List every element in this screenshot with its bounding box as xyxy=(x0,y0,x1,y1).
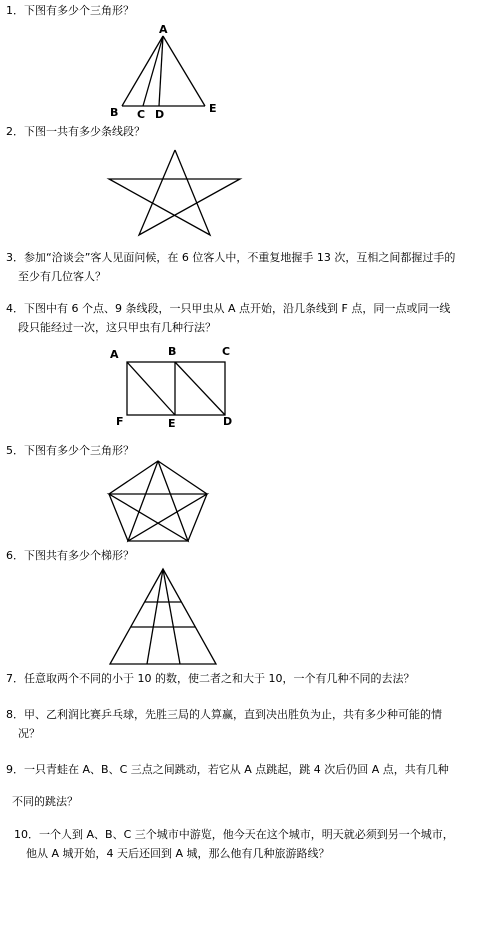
fig6-outline xyxy=(110,569,216,664)
figure-2-star xyxy=(0,145,482,245)
question-2 xyxy=(6,122,145,141)
fig4-label-b: B xyxy=(168,345,177,358)
question-4-line2: 段只能经过一次，这只甲虫有几种行法？ xyxy=(18,321,216,334)
fig2-pentagram xyxy=(109,150,240,235)
fig1-label-a: A xyxy=(159,23,168,36)
question-4 xyxy=(6,299,450,337)
figure-5-pentagon-star xyxy=(0,458,482,548)
question-3-line2: 至少有几位客人？ xyxy=(18,270,106,283)
question-7-text: 7．任意取两个不同的小于 10 的数，使二者之和大于 10，一个有几种不同的去法？ xyxy=(6,672,415,685)
figure-4-rectangle-grid xyxy=(0,343,482,433)
question-5-text: 5．下图有多少个三角形？ xyxy=(6,444,134,457)
fig1-label-b: B xyxy=(110,106,119,119)
fig4-diagonal-bd xyxy=(175,362,225,415)
fig4-outline xyxy=(127,362,225,415)
question-2-text: 2．下图一共有多少条线段？ xyxy=(6,125,145,138)
figure-1-triangle xyxy=(0,0,482,120)
fig1-side-ae xyxy=(163,36,205,106)
fig4-label-f: F xyxy=(116,415,124,428)
question-7 xyxy=(6,669,414,688)
fig4-label-d: D xyxy=(223,415,233,428)
question-8 xyxy=(6,705,442,743)
question-3-line1: 3．参加“洽谈会”客人见面问候，在 6 位客人中，不重复地握手 13 次，互相之间都握过手的 xyxy=(6,251,456,264)
question-8-line1: 8．甲、乙利润比赛乒乓球，先胜三局的人算赢，直到决出胜负为止，共有多少种可能的情 xyxy=(6,708,442,721)
question-10 xyxy=(14,825,454,863)
question-9-line1: 9．一只青蛙在 A、B、C 三点之间跳动，若它从 A 点跳起，跳 4 次后仍回 A 点，共有几种 xyxy=(6,763,449,776)
question-6 xyxy=(6,546,134,565)
question-1-text: 1．下图有多少个三角形？ xyxy=(6,4,134,17)
fig4-label-a: A xyxy=(110,348,119,361)
figure-6-trapezoid-triangle xyxy=(0,567,482,667)
question-10-line2: 他从 A 城开始，4 天后还回到 A 城，那么他有几种旅游路线？ xyxy=(26,847,330,860)
question-10-line1: 10．一个人到 A、B、C 三个城市中游览，他今天在这个城市，明天就必须到另一个城市， xyxy=(14,828,454,841)
fig4-label-c: C xyxy=(222,345,231,358)
question-9-line2: 不同的跳法？ xyxy=(12,795,78,808)
question-9-continued xyxy=(12,792,78,811)
question-6-text: 6．下图共有多少个梯形？ xyxy=(6,549,134,562)
fig1-label-e: E xyxy=(209,102,217,115)
question-9 xyxy=(6,760,449,779)
fig1-label-c: C xyxy=(137,108,146,121)
fig5-pentagon xyxy=(109,461,207,541)
question-8-line2: 况？ xyxy=(18,727,40,740)
question-4-line1: 4．下图中有 6 个点、9 条线段，一只甲虫从 A 点开始，沿几条线到 F 点，同一点或同一线 xyxy=(6,302,451,315)
fig1-side-ab xyxy=(122,36,163,106)
fig4-label-e: E xyxy=(168,417,176,430)
question-3 xyxy=(6,248,455,286)
fig4-diagonal-ae xyxy=(127,362,175,415)
fig1-label-d: D xyxy=(155,108,165,121)
